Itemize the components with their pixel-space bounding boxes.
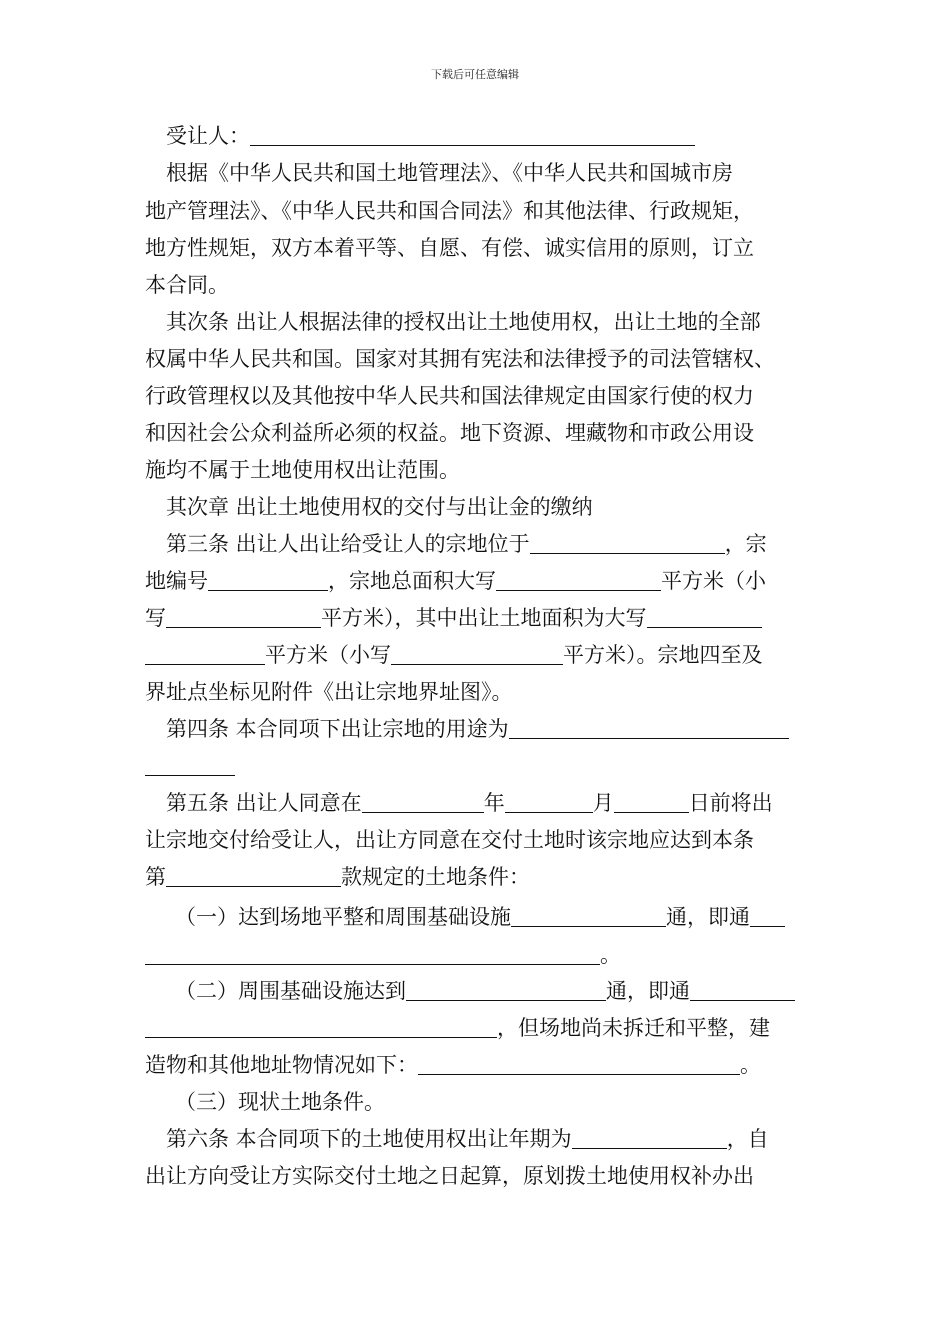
article-3-text: 平方米（小 (661, 569, 766, 593)
article-3-text: ，宗地总面积大写 (328, 569, 496, 593)
transfer-area-digits-blank[interactable] (391, 642, 563, 665)
article-5-line (145, 862, 530, 892)
location-blank[interactable] (530, 531, 725, 554)
article-4-line (145, 751, 235, 781)
article-3-line (145, 603, 762, 633)
condition-2-text: ，但场地尚未拆迁和平整，建 (497, 1016, 770, 1040)
article-3-text: 平方米），其中出让土地面积为大写 (321, 606, 647, 630)
article-3-text: 第三条 出让人出让给受让人的宗地位于 (166, 532, 530, 556)
condition-2-line (145, 1050, 761, 1080)
condition-2-count-blank[interactable] (406, 978, 606, 1001)
article-5-text: 月 (592, 791, 614, 815)
condition-1-count-blank[interactable] (511, 904, 666, 927)
condition-2-text: （二）周围基础设施达到 (175, 979, 406, 1003)
condition-1-line (145, 940, 621, 970)
article-6-line: 出让方向受让方实际交付土地之日起算，原划拨土地使用权补办出 (145, 1164, 754, 1188)
paragraph-1-line: 本合同。 (145, 273, 229, 297)
article-5-text: 日前将出 (688, 791, 773, 815)
article-2-line: 权属中华人民共和国。国家对其拥有宪法和法律授予的司法管辖权、 (145, 347, 775, 371)
article-3-text: 平方米）。宗地四至及 (563, 643, 763, 667)
article-2-line: 其次条 出让人根据法律的授权出让土地使用权，出让土地的全部 (166, 310, 761, 334)
condition-1-text: 。 (600, 943, 621, 967)
assignee-blank[interactable] (250, 123, 695, 146)
condition-2-text: 。 (740, 1053, 761, 1077)
day-blank[interactable] (614, 790, 689, 813)
article-6-text: ，自 (726, 1127, 769, 1151)
condition-1-text: （一）达到场地平整和周围基础设施 (175, 905, 511, 929)
condition-2-detail-blank[interactable] (690, 978, 795, 1001)
article-3-text: ，宗 (724, 532, 767, 556)
condition-1-detail-blank-cont[interactable] (145, 942, 600, 965)
transfer-area-words-blank-cont[interactable] (145, 642, 265, 665)
condition-2-text: 通，即通 (606, 979, 690, 1003)
total-area-words-blank[interactable] (496, 568, 661, 591)
term-blank[interactable] (572, 1126, 727, 1149)
clause-number-blank[interactable] (166, 864, 341, 887)
article-5-line: 让宗地交付给受让人，出让方同意在交付土地时该宗地应达到本条 (145, 828, 754, 852)
assignee-label: 受让人： (166, 124, 250, 148)
article-3-line: 界址点坐标见附件《出让宗地界址图》。 (145, 680, 513, 704)
condition-1-detail-blank[interactable] (750, 904, 785, 927)
assignee-line (166, 121, 695, 151)
article-3-line (145, 640, 763, 670)
article-4-line (166, 714, 789, 744)
article-3-text: 写 (145, 606, 166, 630)
article-5-text: 款规定的土地条件： (341, 865, 530, 889)
condition-1-line (175, 902, 785, 932)
condition-2-detail-blank-cont[interactable] (145, 1015, 497, 1038)
condition-2-text: 造物和其他地址物情况如下： (145, 1053, 418, 1077)
condition-2-line (145, 1013, 770, 1043)
condition-2-line (175, 976, 795, 1006)
transfer-area-words-blank[interactable] (647, 605, 762, 628)
article-5-text: 第五条 出让人同意在 (166, 791, 362, 815)
article-3-line (166, 529, 767, 559)
year-blank[interactable] (362, 790, 484, 813)
chapter-2-heading: 其次章 出让土地使用权的交付与出让金的缴纳 (166, 495, 593, 519)
land-use-blank-cont[interactable] (145, 753, 235, 776)
paragraph-1-line: 地产管理法》、《中华人民共和国合同法》和其他法律、行政规矩， (145, 199, 754, 223)
article-2-line: 施均不属于土地使用权出让范围。 (145, 458, 460, 482)
article-3-text: 地编号 (145, 569, 208, 593)
total-area-digits-blank[interactable] (166, 605, 321, 628)
page-header: 下载后可任意编辑 (431, 68, 519, 81)
article-2-line: 行政管理权以及其他按中华人民共和国法律规定由国家行使的权力 (145, 384, 754, 408)
article-6-text: 第六条 本合同项下的土地使用权出让年期为 (166, 1127, 572, 1151)
paragraph-1-line: 根据《中华人民共和国土地管理法》、《中华人民共和国城市房 (166, 161, 733, 185)
parcel-number-blank[interactable] (208, 568, 328, 591)
condition-1-text: 通，即通 (666, 905, 750, 929)
land-use-blank[interactable] (509, 716, 789, 739)
article-4-text: 第四条 本合同项下出让宗地的用途为 (166, 717, 509, 741)
paragraph-1-line: 地方性规矩，双方本着平等、自愿、有偿、诚实信用的原则，订立 (145, 236, 754, 260)
article-3-line (145, 566, 766, 596)
article-5-text: 年 (483, 791, 505, 815)
condition-3-line: （三）现状土地条件。 (175, 1090, 385, 1114)
article-3-text: 平方米（小写 (265, 643, 391, 667)
article-5-line (166, 788, 773, 818)
article-6-line (166, 1124, 769, 1154)
article-2-line: 和因社会公众利益所必须的权益。地下资源、埋藏物和市政公用设 (145, 421, 754, 445)
existing-structures-blank[interactable] (418, 1052, 740, 1075)
month-blank[interactable] (505, 790, 593, 813)
article-5-text: 第 (145, 865, 166, 889)
